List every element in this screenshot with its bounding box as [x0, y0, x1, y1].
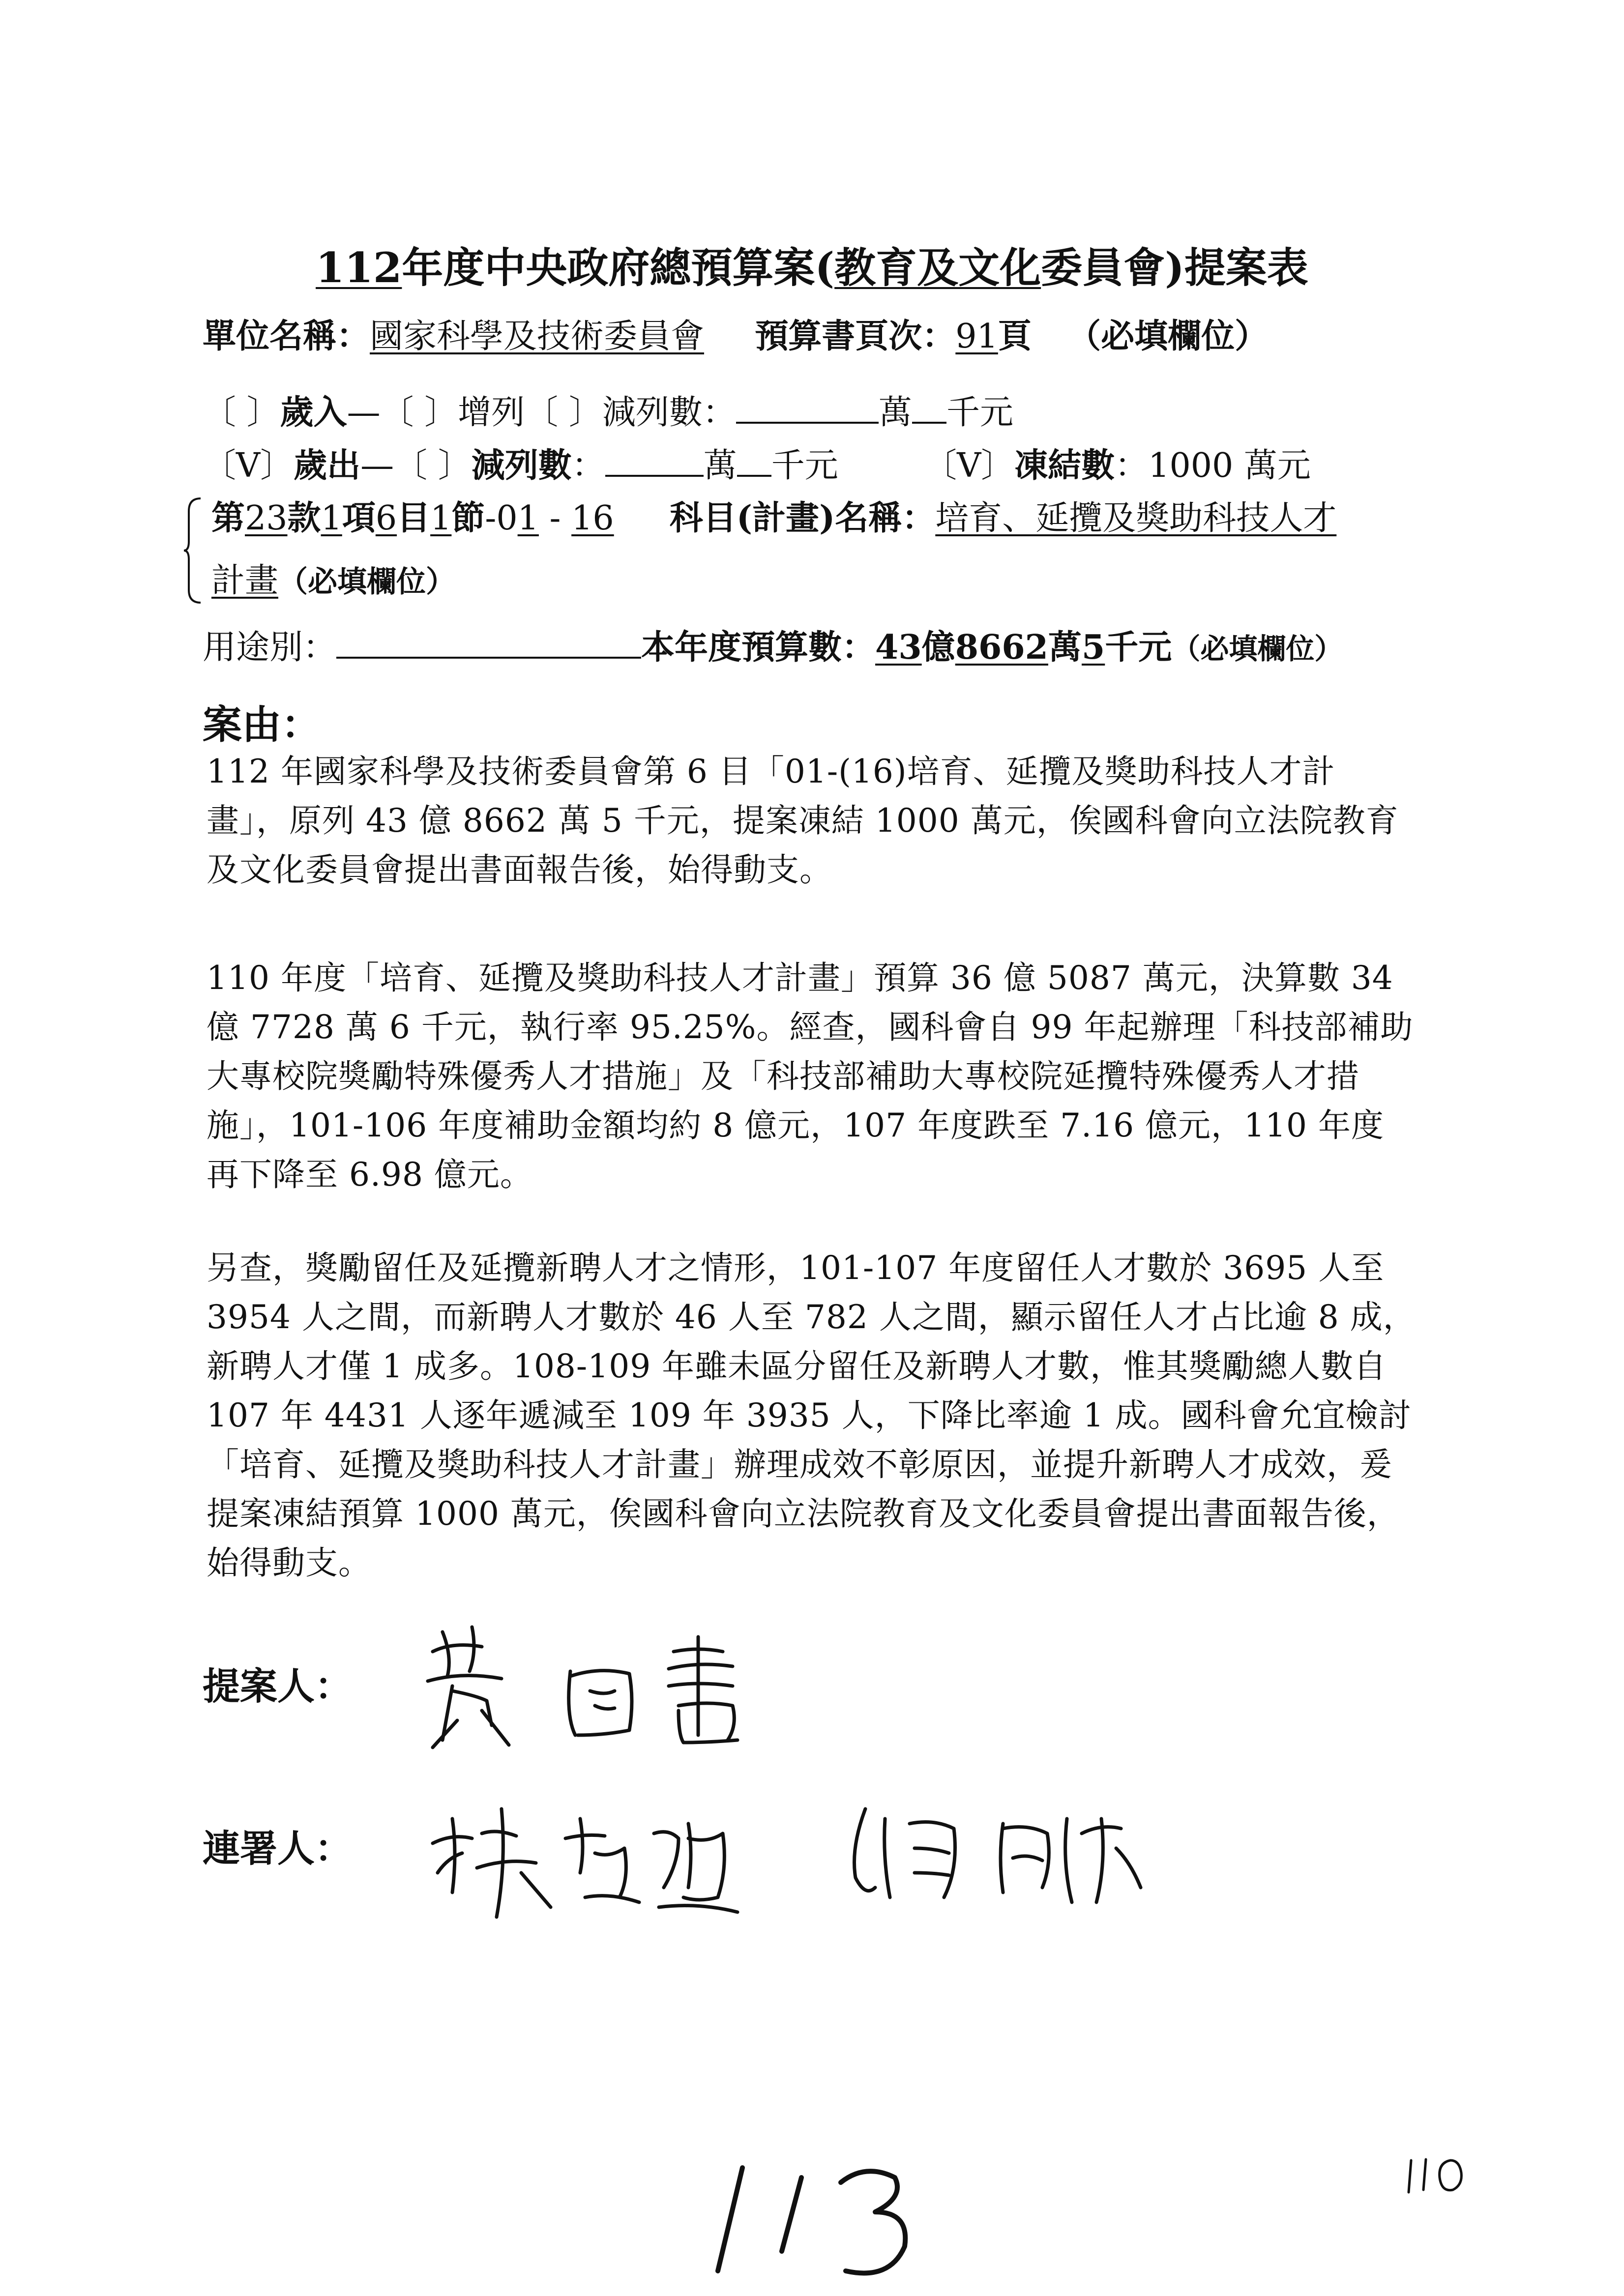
item-kuan: 款 [287, 498, 321, 538]
usage-required-note: （必填欄位） [1172, 632, 1343, 666]
item-xiang-number: 1 [321, 499, 342, 538]
handwritten-page-number-drawing [698, 2148, 934, 2286]
revenue-wan-unit: 萬 [878, 393, 912, 432]
unit-value: 國家科學及技術委員會 [370, 317, 705, 356]
budget-wan-number: 8662 [955, 628, 1048, 667]
budget-yi: 億 [921, 628, 955, 667]
freeze-label: 凍結數 [1014, 446, 1115, 485]
freeze-checkbox: 〔V〕 [923, 446, 1015, 485]
unit-label: 單位名稱： [203, 317, 370, 356]
item-row-continued [211, 561, 456, 600]
title-year: 112 [316, 243, 402, 292]
item-row [211, 498, 1337, 538]
item-code-c: - [538, 499, 572, 538]
item-code-d: 16 [571, 499, 614, 538]
budget-qian: 千元 [1105, 628, 1172, 667]
subject-value-continued: 計畫 [211, 561, 279, 600]
proposer-signature-drawing [423, 1612, 856, 1760]
reason-paragraph-2: 110 年度「培育、延攬及獎助科技人才計畫」預算 36 億 5087 萬元，決算數 34 億 7728 萬 6 千元，執行率 95.25%。經查，國科會自 99 年起辦理「科技部補助大專校院獎勵特殊優秀人才措施」及「科技部補助大專校院延攬特殊優秀人才措施」，101-106 年度補助金額均約 8 億元，107 年度跌至 7.16 億元，110 年度再下降至 6.98 億元。 [207, 959, 1414, 1193]
page-label: 預算書頁次： [755, 317, 956, 356]
expense-decrease-checkbox: 〔 〕 [394, 446, 472, 485]
item-di: 第 [211, 498, 245, 538]
usage-blank [336, 623, 641, 659]
expense-wan-blank [605, 441, 704, 477]
item-mu: 目 [397, 498, 431, 538]
item-mu-number: 6 [375, 499, 397, 538]
revenue-decrease-checkbox: 〔 〕 [525, 393, 602, 432]
revenue-decrease-label: 減列數： [602, 393, 736, 432]
revenue-dash: — [347, 393, 381, 432]
subject-label: 科目(計畫)名稱： [669, 498, 936, 538]
item-code-a: -0 [485, 499, 518, 538]
title-suffix: 委員會)提案表 [1041, 243, 1308, 292]
freeze-value: ：1000 萬元 [1115, 446, 1311, 485]
page-title [0, 235, 1624, 294]
budget-yi-number: 43 [875, 628, 922, 667]
title-prefix: 年度中央政府總預算案( [402, 243, 835, 292]
item-required-note: （必填欄位） [278, 565, 456, 599]
revenue-label: 歲入 [280, 393, 347, 432]
reason-paragraph-1: 112 年國家科學及技術委員會第 6 目「01-(16)培育、延攬及獎助科技人才計畫」，原列 43 億 8662 萬 5 千元，提案凍結 1000 萬元，俟國科會向立法院教育及文化委員會提出書面報告後，始得動支。 [207, 753, 1399, 889]
expense-qian-blank [737, 441, 771, 477]
budget-wan: 萬 [1048, 628, 1082, 667]
revenue-qian-unit: 千元 [946, 393, 1013, 432]
revenue-qian-blank [912, 388, 946, 424]
subject-value: 培育、延攬及獎助科技人才 [935, 499, 1337, 538]
revenue-increase-checkbox: 〔 〕 [380, 393, 458, 432]
item-jie: 節 [451, 498, 485, 538]
revenue-checkbox: 〔 〕 [203, 393, 280, 432]
reason-heading: 案由： [203, 701, 321, 748]
unit-row [203, 317, 1269, 356]
item-jie-number: 1 [430, 499, 452, 538]
budget-qian-number: 5 [1081, 628, 1105, 667]
expense-decrease-label: 減列數 [471, 446, 572, 485]
expense-label: 歲出 [294, 446, 361, 485]
usage-row [203, 623, 1343, 665]
page-value: 91 [955, 317, 998, 356]
expense-dash: — [360, 446, 394, 485]
cosigner-label: 連署人： [203, 1827, 352, 1870]
unit-required-note: （必填欄位） [1067, 317, 1269, 356]
budget-label: 本年度預算數： [641, 628, 876, 667]
expense-wan-unit: 萬 [703, 446, 737, 485]
expense-checkbox: 〔V〕 [203, 446, 294, 485]
expense-decrease-colon: ： [571, 446, 605, 485]
page-unit: 頁 [998, 317, 1032, 356]
expense-qian-unit: 千元 [771, 446, 838, 485]
cosigner-signature-drawing [423, 1789, 1259, 1937]
title-committee: 教育及文化 [834, 243, 1041, 292]
revenue-increase-label: 增列 [458, 393, 525, 432]
item-xiang: 項 [342, 498, 376, 538]
revenue-row [203, 388, 1013, 430]
reason-paragraph-3: 另查，獎勵留任及延攬新聘人才之情形，101-107 年度留任人才數於 3695 人至 3954 人之間，而新聘人才數於 46 人至 782 人之間，顯示留任人才占比逾 8 成，新聘人才僅 1 成多。108-109 年雖未區分留任及新聘人才數，惟其獎勵總人數自 107 年 4431 人逐年遞減至 109 年 3935 人，下降比率逾 1 成。國科會允宜檢討「培育、延攬及獎助科技人才計畫」辦理成效不彰原因，並提升新聘人才成效，爰提案凍結預算 1000 萬元，俟國科會向立法院教育及文化委員會提出書面報告後，始得動支。 [207, 1249, 1416, 1582]
proposer-label: 提案人： [203, 1664, 352, 1708]
item-brace [183, 496, 203, 605]
handwritten-small-number-drawing [1401, 2151, 1470, 2200]
expense-row [203, 441, 1311, 483]
item-code-b: 1 [517, 499, 539, 538]
item-kuan-number: 23 [245, 499, 288, 538]
revenue-wan-blank [736, 388, 879, 424]
usage-label: 用途別： [203, 628, 337, 667]
